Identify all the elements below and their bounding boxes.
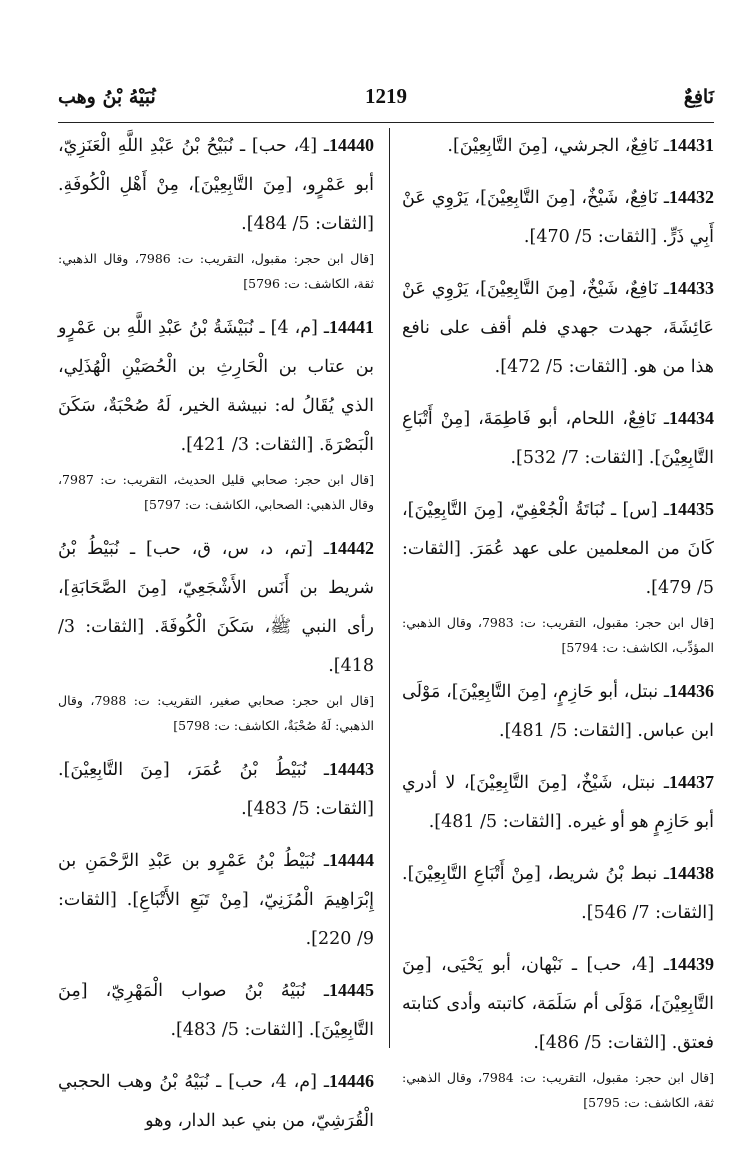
entry-number: 14432 — [669, 187, 714, 207]
entry-note: [قال ابن حجر: مقبول، التقريب: ت: 7984، وقال الذهبي: ثقة، الكاشف: ت: 5795] — [402, 1070, 714, 1110]
entry-note: [قال ابن حجر: صحابي صغير، التقريب: ت: 7988، وقال الذهبي: لَهُ صُحْبَةٌ، الكاشف: ت: 5798] — [58, 693, 374, 733]
entry-text: ـ نُبَيْطُ بْنُ عَمْرٍو بن عَبْدِ الرَّحْمَنِ بن إِبْرَاهِيمَ الْمُزَنِيّ، [مِنْ تَبَعِ الأَتْبَاعِ]. [الثقات: 9/ 220]. — [58, 851, 374, 949]
entry-number: 14446 — [329, 1071, 374, 1091]
entry-number: 14435 — [669, 499, 714, 519]
entry — [58, 308, 374, 517]
header-rule — [58, 122, 714, 123]
entry-note: [قال ابن حجر: صحابي قليل الحديث، التقريب: ت: 7987، وقال الذهبي: الصحابي، الكاشف: ت: 5797] — [58, 472, 374, 512]
entry-number: 14437 — [669, 772, 714, 792]
left-column — [58, 126, 374, 1153]
entry-number: 14438 — [669, 863, 714, 883]
entry — [402, 945, 714, 1115]
entry-text: ـ [4، حب] ـ نُبَيْحُ بْنُ عَبْدِ اللَّهِ الْعَنَزِيّ، أبو عَمْرٍو، [مِنَ التَّابِعِيْنَ]، مِنْ أَهْلِ الْكُوفَةِ. [الثقات: 5/ 484]. — [58, 136, 374, 234]
entry-number: 14436 — [669, 681, 714, 701]
entry — [402, 399, 714, 478]
entry-note: [قال ابن حجر: مقبول، التقريب: ت: 7983، وقال الذهبي: المؤدِّب، الكاشف: ت: 5794] — [402, 615, 714, 655]
entry-number: 14445 — [329, 980, 374, 1000]
entry-text: ـ نبتل، أبو حَازِمٍ، [مِنَ التَّابِعِيْنَ]، مَوْلَى ابن عباس. [الثقات: 5/ 481]. — [402, 682, 714, 741]
entry-text: ـ نبتل، شَيْخٌ، [مِنَ التَّابِعِيْنَ]، لا أدري أبو حَازِمٍ هو أو غيره. [الثقات: 5/ 481]. — [402, 773, 714, 832]
entry-number: 14433 — [669, 278, 714, 298]
entry — [402, 269, 714, 387]
page-number: 1219 — [365, 84, 407, 108]
entry — [402, 763, 714, 842]
entry-text: ـ نبط بْنُ شريط، [مِنْ أَتْبَاعِ التَّابِعِيْنَ]. [الثقات: 7/ 546]. — [402, 864, 714, 923]
entry-number: 14431 — [669, 135, 714, 155]
entry-number: 14439 — [668, 954, 714, 974]
entry — [58, 126, 374, 296]
entry — [402, 672, 714, 751]
entry — [402, 490, 714, 660]
entry — [402, 854, 714, 933]
entry — [58, 529, 374, 738]
entry — [402, 178, 714, 257]
entry-number: 14441 — [328, 317, 374, 337]
running-head-right: نَافِعٌ — [683, 86, 714, 108]
right-column — [402, 126, 714, 1127]
running-head-left: نُبَيْهُ بْنُ وهب — [58, 86, 156, 108]
entry — [58, 971, 374, 1050]
entry-number: 14444 — [329, 850, 374, 870]
entry-text: ـ [4، حب] ـ نَبْهان، أبو يَحْيَى، [مِنَ التَّابِعِيْنَ]، مَوْلَى أم سَلَمَة، كاتبته وأدى كتابته فعتق. [الثقات: 5/ 486]. — [402, 955, 714, 1053]
entry-text: ـ نُبَيْطُ بْنُ عُمَرَ، [مِنَ التَّابِعِيْنَ]. [الثقات: 5/ 483]. — [58, 760, 374, 819]
entry — [58, 1062, 374, 1141]
entry — [402, 126, 714, 166]
column-divider — [389, 128, 390, 1048]
entry-number: 14440 — [329, 135, 374, 155]
entry-text: ـ نَافِعٌ، شَيْخٌ، [مِنَ التَّابِعِيْنَ]، يَرْوِي عَنْ عَائِشَةَ، جهدت جهدي فلم أقف على نافع هذا من هو. [الثقات: 5/ 472]. — [402, 279, 714, 377]
entry — [58, 841, 374, 959]
entry-text: ـ [م، 4] ـ نُبَيْشَةُ بْنُ عَبْدِ اللَّهِ بن عَمْرٍو بن عتاب بن الْحَارِثِ بن الْحُصَيْنِ الْهُذَلِي، الذي يُقَالُ له: نبيشة الخير، لَهُ صُحْبَةٌ، سَكَنَ الْبَصْرَةَ. [الثقات: 3/ 421]. — [58, 318, 374, 455]
entry-number: 14442 — [329, 538, 374, 558]
entry-text: ـ نَافِعٌ، الجرشي، [مِنَ التَّابِعِيْنَ]. — [447, 136, 669, 156]
entry-text: ـ [م، 4، حب] ـ نُبَيْهُ بْنُ وهب الحجبي الْقُرَشِيّ، من بني عبد الدار، وهو — [58, 1072, 374, 1131]
entry-number: 14434 — [669, 408, 714, 428]
entry-text: ـ [تم، د، س، ق، حب] ـ نُبَيْطُ بْنُ شريط بن أَنَس الأَشْجَعِيّ، [مِنَ الصَّحَابَةِ]، رأى النبي ﷺ، سَكَنَ الْكُوفَةَ. [الثقات: 3/ 418]. — [58, 539, 374, 676]
entry-text: ـ [س] ـ نُبَاتَةُ الْجُعْفِيّ، [مِنَ التَّابِعِيْنَ]، كَانَ من المعلمين على عهد عُمَرَ. [الثقات: 5/ 479]. — [402, 500, 714, 598]
entry-text: ـ نَافِعٌ، شَيْخٌ، [مِنَ التَّابِعِيْنَ]، يَرْوِي عَنْ أَبِي ذَرٍّ. [الثقات: 5/ 470]. — [402, 188, 714, 247]
entry — [58, 750, 374, 829]
entry-text: ـ نَافِعٌ، اللحام، أبو فَاطِمَةَ، [مِنْ أَتْبَاعِ التَّابِعِيْنَ]. [الثقات: 7/ 532]. — [402, 409, 714, 468]
entry-number: 14443 — [329, 759, 374, 779]
page-header — [58, 82, 714, 116]
entry-text: ـ نُبَيْهُ بْنُ صواب الْمَهْرِيّ، [مِنَ التَّابِعِيْنَ]. [الثقات: 5/ 483]. — [58, 981, 374, 1040]
entry-note: [قال ابن حجر: مقبول، التقريب: ت: 7986، وقال الذهبي: ثقة، الكاشف: ت: 5796] — [58, 251, 374, 291]
